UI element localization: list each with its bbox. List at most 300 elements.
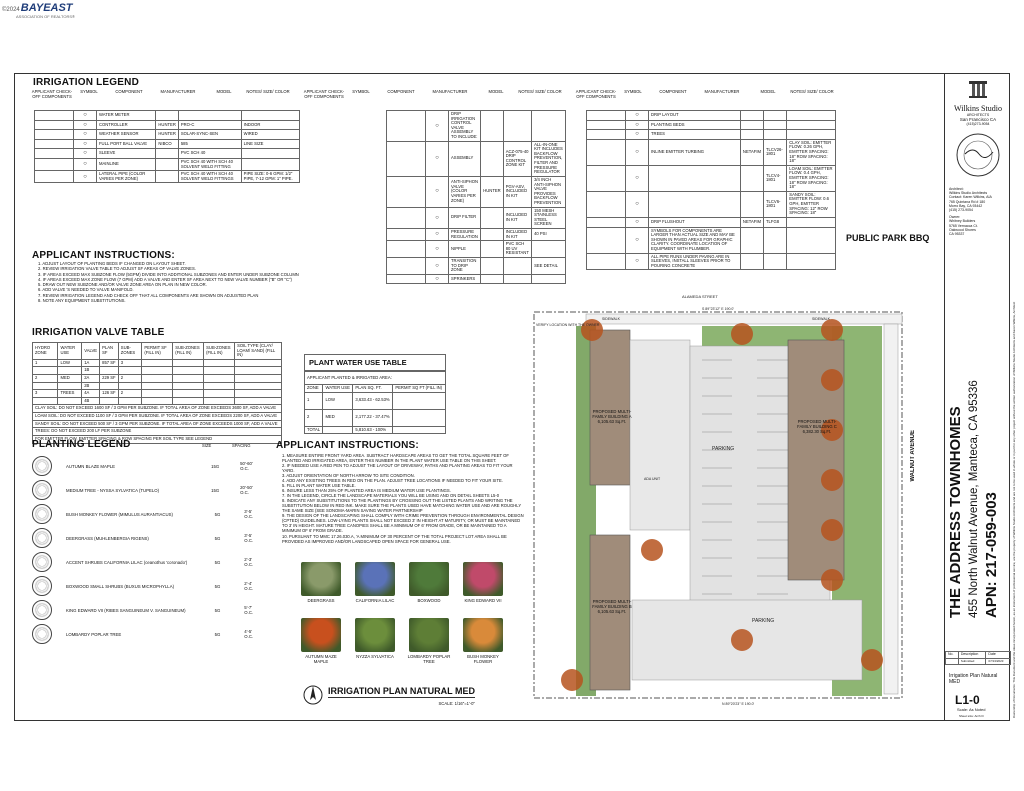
- valve-cell: [58, 382, 82, 390]
- valve-cell: [235, 375, 282, 383]
- parking-label: PARKING: [712, 446, 735, 452]
- plant-photo-image: [463, 618, 503, 652]
- project-name: THE ADDRESS TOWNHOMES: [947, 406, 964, 618]
- legend-symbol-cell: [74, 158, 97, 170]
- title-block: [944, 73, 1011, 721]
- legend-notes-cell: PIPE SIZE: 0-6 GPM: 1/2" PIPE, 7-12 GPM: 1" PIPE.: [241, 171, 299, 183]
- table-row: [33, 390, 282, 398]
- architect-info: [949, 187, 1011, 212]
- legend-check-cell: [587, 217, 626, 227]
- legend-header: [30, 90, 300, 110]
- legend-notes-cell: [787, 227, 836, 253]
- legend-component-cell: WATER METER: [97, 111, 156, 121]
- component-symbol-icon: ○: [435, 245, 439, 252]
- table-note-row: [33, 405, 282, 413]
- legend-component-cell: DRIP FLUSHOUT: [649, 217, 741, 227]
- legend-model-cell: PGV-ASV, INCLUDED IN KIT: [503, 176, 531, 207]
- plant-photo-image: [463, 562, 503, 596]
- legend-manufacturer-cell: [156, 149, 178, 159]
- total-permit: [393, 426, 446, 434]
- legend-model-cell: PRO-C: [178, 120, 241, 130]
- valve-note: LOAM SOIL: DO NOT EXCEED 1100 SF / 3 GPM PER SUBZONE. IF TOTAL AREA OF ZONE EXCEEDS 2200 SF, ADD A VALVE: [33, 413, 282, 421]
- legend-manufacturer-cell: NIBCO: [156, 139, 178, 149]
- legend-symbol-cell: [626, 253, 649, 270]
- instruction-item: 9. THE DESIGN OF THE LANDSCAPING SHALL COMPLY WITH CRIME PREVENTION THROUGH ENVIRONMENTAL DESIGN (CPTED) GUIDELINES. LOW-LYING PLANTS SHALL NOT EXCEED 3' IN HEIGHT AT MATURITY, OR MUST BE MAINTAINED TO 3' IN HEIGHT. MATURE TREE CANOPIES SHALL BE A MINIMUM OF 6' FROM GRADE, OR BE MAINTAINED TO A MINIMUM OF 6' FROM GRADE.: [282, 513, 524, 534]
- component-symbol-icon: ○: [83, 131, 87, 138]
- legend-component-cell: [649, 191, 741, 217]
- size-header: SIZE: [202, 443, 212, 448]
- plant-photo-caption: CALIFORNIA LILAC: [355, 598, 395, 603]
- legend-table-3: [586, 110, 836, 270]
- instruction-item: 4. ADD ANY EXISTING TREES IN RED ON THE PLAN. ADJUST TREE LOCATIONS IF NEEDED TO FIT YOUR SITE.: [282, 478, 503, 484]
- legend-check-cell: [587, 111, 626, 121]
- instruction-item: 8. NOTE ANY EQUIPMENT SUBSTITUTIONS.: [38, 297, 126, 303]
- legend-manufacturer-cell: HUNTER: [156, 130, 178, 140]
- valve-cell: [33, 367, 58, 375]
- valve-cell: [118, 397, 142, 405]
- table-row: [35, 158, 300, 170]
- instruction-item: 2. REVIEW IRRIGATION VALVE TABLE TO ADJUST SF AREAS OF VALVE ZONES.: [38, 266, 196, 272]
- legend-notes-cell: [787, 253, 836, 270]
- valve-cell: 857 SF: [100, 359, 119, 367]
- legend-model-cell: INCLUDED IN KIT: [503, 229, 531, 241]
- bearing-top: S 89°23'12" E 190.0': [702, 307, 735, 311]
- plant-photo-card: [406, 562, 452, 603]
- valve-header-cell: SOIL TYPE (CLAY/ LOAM/ SAND) (FILL IN): [235, 343, 282, 360]
- legend-manufacturer-cell: [740, 253, 763, 270]
- valve-note: SANDY SOIL: DO NOT EXCEED 500 SF / 3 GPM PER SUBZONE. IF TOTAL AREA OF ZONE EXCEEDS 1000 SF, ADD A VALVE: [33, 420, 282, 428]
- owner-label: Owner:: [949, 215, 961, 220]
- component-symbol-icon: ○: [635, 201, 639, 208]
- plant-photo-caption: KING EDWARD VII: [464, 598, 502, 603]
- legend-header-cell: COMPONENT: [115, 89, 143, 94]
- table-row: [33, 397, 282, 405]
- valve-cell: [235, 390, 282, 398]
- legend-model-cell: 585: [178, 139, 241, 149]
- table-row: [387, 274, 566, 284]
- legend-component-cell: NIPPLE: [449, 241, 481, 258]
- legend-manufacturer-cell: [481, 229, 503, 241]
- legend-component-cell: [649, 165, 741, 191]
- legend-manufacturer-cell: [481, 258, 503, 275]
- legend-notes-cell: [241, 111, 299, 121]
- legend-symbol-cell: [74, 130, 97, 140]
- plant-name: BOXWOOD SMALL SHRUBS (BUXUS MICROPHYLLA): [66, 583, 174, 589]
- sheet-size: Sheet size: Arch D: [959, 714, 984, 718]
- plan-title: IRRIGATION PLAN NATURAL MED: [328, 686, 475, 696]
- legend-model-cell: [503, 274, 531, 284]
- table-header-row: [946, 652, 1011, 659]
- valve-cell: 2: [118, 375, 142, 383]
- plant-photo-card: [352, 562, 398, 603]
- owner-line: 5765 Vernacca Ct.: [949, 223, 978, 228]
- valve-header-cell: SUB-ZONES (FILL IN): [204, 343, 235, 360]
- tree-icon: [821, 369, 843, 391]
- component-symbol-icon: ○: [635, 131, 639, 138]
- applicant-instructions-1: [32, 250, 302, 303]
- valve-cell: [173, 359, 204, 367]
- plant-photo-image: [301, 562, 341, 596]
- sidewalk-label: SIDEWALK: [602, 317, 620, 321]
- plant-spacing: 2'-3' O.C.: [244, 557, 254, 567]
- plant-size: 5G: [214, 535, 221, 541]
- instruction-item: 5. FILL IN PLANT WATER USE TABLE.: [282, 483, 356, 489]
- watermark-logo: ©2024BAYEAST ASSOCIATION OF REALTORS®: [2, 2, 75, 19]
- legend-header-cell: NOTES/ SIZE/ COLOR: [790, 89, 834, 94]
- legend-notes-cell: [787, 120, 836, 130]
- legend-header: [574, 90, 842, 110]
- legend-header-cell: APPLICANT CHECK-OFF COMPONENTS: [575, 89, 617, 99]
- planting-list: [32, 454, 262, 646]
- valve-cell: [173, 382, 204, 390]
- studio-sub: ARCHITECTS: [966, 113, 990, 117]
- table-row: [946, 658, 1011, 664]
- water-header-cell: ZONE: [305, 385, 323, 393]
- legend-check-cell: [387, 111, 426, 142]
- ada-unit-label: ADA UNIT: [644, 477, 661, 481]
- valve-cell: [142, 367, 173, 375]
- table-row: [587, 253, 836, 270]
- valve-cell: [142, 375, 173, 383]
- component-symbol-icon: ○: [83, 150, 87, 157]
- street-top-label: ALAMEDA STREET: [682, 294, 718, 299]
- architect-line: (415) 273-9054: [949, 207, 973, 212]
- instruction-item: 4. IF AREAS EXCEED MAX ZONE FLOW (7 GPM) ADD A VALVE AND ENTER SF AREA NEXT TO NEW VALVE NUMBER ("B" OR "C"): [38, 276, 292, 282]
- verify-note: VERIFY LOCATION WITH THE OWNER: [536, 323, 600, 327]
- plant-name: ACCENT SHRUBS CALIFORNIA LILAC (ceanothus 'coronado'): [66, 559, 188, 565]
- instruction-item: 3. ADJUST ORIENTATION OF NORTH ARROW TO SITE CONDITION.: [282, 473, 415, 479]
- plant-photo-card: [352, 618, 398, 659]
- planting-row: [32, 622, 262, 646]
- bearing-bottom: N 89°20'23" E 190.0': [722, 702, 755, 706]
- legend-symbol-cell: [626, 139, 649, 165]
- valve-cell: [142, 390, 173, 398]
- legend-symbol-cell: [426, 176, 449, 207]
- instruction-item: 7. IN THE LEGEND, CIRCLE THE LANDSCAPE MATERIALS YOU WILL BE USING AND ON DETAIL SHEETS L5-0: [282, 493, 500, 499]
- plant-symbol-icon: [32, 456, 52, 476]
- component-symbol-icon: ○: [435, 214, 439, 221]
- valve-cell: [100, 397, 119, 405]
- valve-cell: [142, 382, 173, 390]
- instruction-item: 3. IF AREAS EXCEED MAX SUBZONE FLOW (5GPM) DIVIDE INTO ADDITIONAL SUBZONES AND ENTER UNDER SUBZONE COLUMN: [38, 271, 299, 277]
- component-symbol-icon: ○: [83, 161, 87, 168]
- table-row: [35, 171, 300, 183]
- plant-size: 5G: [214, 511, 221, 517]
- plant-size: 5G: [214, 607, 221, 613]
- tree-icon: [821, 569, 843, 591]
- legend-manufacturer-cell: [740, 120, 763, 130]
- legend-component-cell: TRANSITION TO DRIP ZONE: [449, 258, 481, 275]
- legend-notes-cell: [241, 158, 299, 170]
- legend-component-cell: DRIP LAYOUT: [649, 111, 741, 121]
- revision-cell: Submitted: [958, 658, 986, 664]
- water-table: [304, 371, 446, 434]
- legend-symbol-cell: [74, 149, 97, 159]
- legend-component-cell: SYMBOLS FOR COMPONENTS ARE LARGER THAN ACTUAL SIZE AND MAY BE SHOWN IN PAVED AREAS FOR GRAPHIC CLARITY. COORDINATE LOCATION OF EQUIPMENT WITH PLUMBER.: [649, 227, 741, 253]
- valve-cell: [142, 359, 173, 367]
- legend-notes-cell: [532, 241, 566, 258]
- table-header-row: [305, 385, 446, 393]
- plant-photo-image: [409, 562, 449, 596]
- studio-city: San Francisco CA: [959, 117, 997, 122]
- total-label: TOTAL: [305, 426, 323, 434]
- legend-header: [302, 90, 572, 110]
- irrigation-legend-title: IRRIGATION LEGEND: [33, 77, 139, 88]
- plant-photo-card: [406, 618, 452, 664]
- legend-manufacturer-cell: HUNTER: [156, 120, 178, 130]
- legend-notes-cell: [532, 274, 566, 284]
- legend-check-cell: [387, 274, 426, 284]
- valve-cell: TREES: [58, 390, 82, 398]
- planting-row: [32, 478, 262, 502]
- table-row: [587, 227, 836, 253]
- legend-manufacturer-cell: [740, 227, 763, 253]
- planting-row: [32, 598, 262, 622]
- table-row: [387, 176, 566, 207]
- table-row: [587, 165, 836, 191]
- legend-symbol-cell: [426, 141, 449, 176]
- table-header-row: [33, 343, 282, 360]
- legend-model-cell: INCLUDED IN KIT: [503, 207, 531, 228]
- valve-cell: [142, 397, 173, 405]
- legend-header-cell: COMPONENT: [659, 89, 687, 94]
- valve-cell: [118, 367, 142, 375]
- legend-manufacturer-cell: NETAFIM: [740, 217, 763, 227]
- water-cell: [393, 409, 446, 426]
- legend-check-cell: [35, 111, 74, 121]
- plant-spacing: 50'-60' O.C.: [240, 461, 253, 471]
- site-plan-drawing: [532, 294, 932, 710]
- legend-header-cell: NOTES/ SIZE/ COLOR: [246, 89, 290, 94]
- total-empty: [323, 426, 353, 434]
- legend-header-cell: SYMBOL: [352, 89, 370, 94]
- legend-check-cell: [35, 171, 74, 183]
- table-row: [35, 130, 300, 140]
- valve-cell: [204, 359, 235, 367]
- tree-icon: [821, 519, 843, 541]
- legend-table-2: [386, 110, 566, 284]
- legend-model-cell: TLCV4-1801: [764, 165, 787, 191]
- valve-cell: MED: [58, 375, 82, 383]
- parking-label-2: PARKING: [752, 618, 775, 624]
- legend-symbol-cell: [626, 130, 649, 140]
- legend-check-cell: [387, 141, 426, 176]
- valve-header-cell: HYDRO ZONE: [33, 343, 58, 360]
- table-row: [587, 111, 836, 121]
- legend-symbol-cell: [426, 229, 449, 241]
- valve-cell: 1: [33, 359, 58, 367]
- legend-manufacturer-cell: [740, 130, 763, 140]
- legend-notes-cell: [787, 130, 836, 140]
- public-park-label: PUBLIC PARK BBQ: [846, 233, 930, 243]
- water-cell: 2,177.22 - 37.47%: [353, 409, 393, 426]
- table-note-row: [33, 420, 282, 428]
- instruction-item: 1. MEASURE ENTIRE FRONT YARD AREA. SUBTRACT HARDSCAPE AREAS TO GET THE TOTAL SQUARE FEET OF PLANTED AND IRRIGATED AREA, ENTER THIS NUMBER IN THE PLANT WATER USE TABLE ON THIS SHEET.: [282, 453, 509, 464]
- table-row: [35, 139, 300, 149]
- legend-symbol-cell: [426, 274, 449, 284]
- valve-cell: [235, 382, 282, 390]
- valve-cell: 4A: [82, 390, 100, 398]
- instructions-title: APPLICANT INSTRUCTIONS:: [32, 250, 175, 261]
- table-note-row: [33, 413, 282, 421]
- plant-symbol-icon: [32, 552, 52, 572]
- valve-header-cell: PERMIT SF (FILL IN): [142, 343, 173, 360]
- legend-model-cell: [503, 111, 531, 142]
- valve-note: FOR EMITTER FLOW, EMITTER SPACING & ROW SPACING PER SOIL TYPE SEE LEGEND: [33, 435, 282, 443]
- plant-photo-caption: BOXWOOD: [417, 598, 441, 603]
- plant-name: LOMBARDY POPLAR TREE: [66, 631, 122, 637]
- valve-cell: 2: [118, 390, 142, 398]
- valve-cell: [235, 359, 282, 367]
- plant-photo-image: [301, 618, 341, 652]
- plant-photo-caption: AUTUMN MAZE MAPLE: [305, 654, 337, 664]
- instruction-item: 6. INSURE LESS THAN 25% OF PLANTED AREA IS MEDIUM WATER USE PLANTINGS.: [282, 488, 451, 494]
- owner-line: CA 95337: [949, 231, 965, 236]
- plant-photo-caption: DEERGRASS: [307, 598, 335, 603]
- valve-cell: [204, 382, 235, 390]
- table-row: [587, 191, 836, 217]
- legend-model-cell: PVC SCH 40: [178, 149, 241, 159]
- legend-component-cell: INLINE EMITTER TURBING: [649, 139, 741, 165]
- legend-symbol-cell: [74, 120, 97, 130]
- valve-cell: 126 SF: [100, 390, 119, 398]
- legend-manufacturer-cell: [156, 158, 178, 170]
- legend-notes-cell: CLAY SOIL: EMITTER FLOW: 0.26 GPH, EMITTER SPACING: 18" ROW SPACING: 18": [787, 139, 836, 165]
- legend-notes-cell: ALL-IN-ONE KIT INCLUDES BACKFLOW PREVENTION, FILTER AND PRESSURE REGULATOR: [532, 141, 566, 176]
- legend-manufacturer-cell: [156, 171, 178, 183]
- tree-icon: [641, 539, 663, 561]
- architect-line: Morro Bay, CA 93442: [949, 203, 983, 208]
- legend-model-cell: TLCV26-1801: [764, 139, 787, 165]
- valve-cell: [204, 397, 235, 405]
- table-row: [305, 372, 446, 385]
- legend-model-cell: PVC SCH 80 UV RESISTANT: [503, 241, 531, 258]
- plant-water-use-table: [304, 354, 446, 434]
- instruction-item: 2. IF NEEDED USE A RED PEN TO ADJUST THE LAYOUT OF DRIVEWAY, PATHS AND PLANTING AREAS TO FIT YOUR YARD.: [282, 463, 513, 474]
- plant-size: 5G: [214, 631, 221, 637]
- plant-spacing: 4'-5' O.C.: [244, 629, 254, 639]
- legend-header-cell: SYMBOL: [624, 89, 642, 94]
- water-table-title: PLANT WATER USE TABLE: [304, 354, 446, 371]
- legend-check-cell: [587, 227, 626, 253]
- legend-symbol-cell: [626, 217, 649, 227]
- architect-line: 765 Quintana Rd # 180: [949, 199, 986, 204]
- plant-name: AUTUMN BLAZE MAPLE: [66, 463, 115, 469]
- plant-size: 15G: [211, 463, 220, 469]
- plant-photo-caption: LOMBARDY POPLAR TREE: [407, 654, 451, 664]
- plant-symbol-icon: [32, 480, 52, 500]
- legend-check-cell: [587, 253, 626, 270]
- plant-spacing: 3'-5' O.C.: [244, 533, 254, 543]
- plant-size: 15G: [211, 487, 220, 493]
- plant-photo-caption: BUSH MONKEY FLOWER: [467, 654, 499, 664]
- legend-check-cell: [35, 149, 74, 159]
- component-symbol-icon: ○: [635, 149, 639, 155]
- plant-spacing: 3'-5' O.C.: [244, 509, 254, 519]
- valve-cell: 2B: [82, 382, 100, 390]
- valve-cell: 2: [33, 375, 58, 383]
- planting-row: [32, 502, 262, 526]
- site-plan: [532, 294, 932, 710]
- legend-model-cell: [503, 258, 531, 275]
- legend-notes-cell: SEE DETAIL: [532, 258, 566, 275]
- table-row: [35, 149, 300, 159]
- instructions-title: APPLICANT INSTRUCTIONS:: [276, 440, 419, 451]
- valve-cell: 2A: [82, 375, 100, 383]
- legend-check-cell: [35, 120, 74, 130]
- valve-header-cell: SUB-ZONES (FILL IN): [173, 343, 204, 360]
- component-symbol-icon: ○: [435, 122, 439, 129]
- planting-legend: [32, 439, 262, 646]
- table-row: [35, 120, 300, 130]
- legend-model-cell: SOLAR-SYNC-SEN: [178, 130, 241, 140]
- legend-symbol-cell: [74, 171, 97, 183]
- legend-component-cell: SPRINKERS: [449, 274, 481, 284]
- plant-photo-card: [298, 562, 344, 603]
- legend-component-cell: CONTROLLER: [97, 120, 156, 130]
- legend-header-cell: MODEL: [216, 89, 232, 94]
- plant-photo-card: [460, 618, 506, 664]
- legend-symbol-cell: [426, 111, 449, 142]
- legend-component-cell: MAINLINE: [97, 158, 156, 170]
- legend-manufacturer-cell: [481, 111, 503, 142]
- irrigation-legend-col2: [302, 90, 572, 284]
- legend-component-cell: DRIP FILTER: [449, 207, 481, 228]
- valve-cell: 1A: [82, 359, 100, 367]
- legend-symbol-cell: [426, 207, 449, 228]
- architect-line: Contact: Karen Wilkins, AIA: [949, 195, 992, 200]
- component-symbol-icon: ○: [83, 121, 87, 128]
- legend-header-cell: MODEL: [760, 89, 776, 94]
- owner-line: Oakwood Shores: [949, 227, 976, 232]
- valve-cell: 1B: [82, 367, 100, 375]
- water-cell: LOW: [323, 392, 353, 409]
- legend-manufacturer-cell: [481, 274, 503, 284]
- legend-header-cell: COMPONENT: [387, 89, 415, 94]
- plant-photo-image: [355, 618, 395, 652]
- component-symbol-icon: ○: [635, 112, 639, 118]
- revision-header: Date: [986, 652, 1011, 659]
- tree-icon: [861, 649, 883, 671]
- legend-notes-cell: [241, 149, 299, 159]
- table-row: [587, 130, 836, 140]
- architect-line: Wilkins Studio Architects: [949, 191, 988, 196]
- legend-check-cell: [587, 165, 626, 191]
- legend-component-cell: WEATHER SENSOR: [97, 130, 156, 140]
- plant-symbol-icon: [32, 600, 52, 620]
- legend-manufacturer-cell: NETAFIM: [740, 139, 763, 165]
- legend-header-cell: MANUFACTURER: [704, 89, 740, 94]
- legend-notes-cell: LOAM SOIL: EMITTER FLOW: 0.4 GPH, EMITTER SPACING: 18" ROW SPACING: 18": [787, 165, 836, 191]
- legend-component-cell: ANTI-SIPHON VALVE (COLOR VARIES PER ZONE): [449, 176, 481, 207]
- irrigation-legend-col1: [30, 90, 300, 183]
- legend-symbol-cell: [426, 258, 449, 275]
- legend-symbol-cell: [626, 191, 649, 217]
- legend-notes-cell: 3/4 INCH ANTI-SIPHON VALVE PROVIDES BACKFLOW PREVENTION: [532, 176, 566, 207]
- column-icon: [963, 79, 993, 99]
- component-symbol-icon: ○: [635, 121, 639, 128]
- instructions-list: [38, 261, 302, 303]
- legend-notes-cell: INDOOR: [241, 120, 299, 130]
- plant-symbol-icon: [32, 528, 52, 548]
- legend-manufacturer-cell: HUNTER: [481, 176, 503, 207]
- legend-component-cell: PLANTING BEDS: [649, 120, 741, 130]
- valve-cell: [58, 367, 82, 375]
- legend-model-cell: PVC SCH 40 WITH SCH 40 SOLVENT WELD FITTING: [178, 158, 241, 170]
- legend-component-cell: DRIP IRRIGATION CONTROL VALVE ASSEMBLY TO INCLUDE:: [449, 111, 481, 142]
- architect-label: Architect:: [949, 187, 964, 191]
- table-row: [387, 141, 566, 176]
